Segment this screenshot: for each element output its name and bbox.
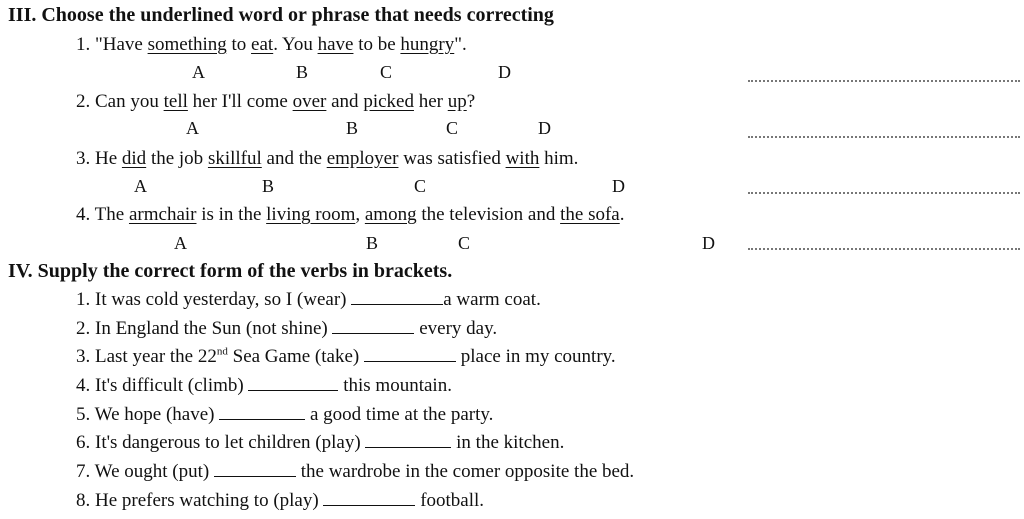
letter-b: B	[346, 118, 359, 138]
question-number: 2.	[76, 91, 91, 112]
continuation-text: a good time at the party.	[309, 404, 494, 425]
letter-d: D	[538, 118, 551, 138]
option-b: skillful	[207, 148, 262, 169]
option-c: employer	[326, 148, 399, 169]
answer-blank[interactable]	[214, 461, 296, 477]
answer-blank[interactable]	[364, 346, 456, 362]
option-b: eat	[251, 34, 274, 55]
text: to	[226, 34, 252, 55]
letter-c: C	[458, 233, 471, 253]
continuation-text: a warm coat.	[443, 289, 541, 310]
option-a: something	[147, 34, 227, 55]
text: the job	[146, 148, 208, 169]
exercise-4	[76, 375, 452, 397]
letter-d: D	[498, 62, 511, 82]
exercise-2	[76, 318, 497, 340]
answer-blank[interactable]	[332, 318, 414, 334]
text: He	[95, 148, 122, 169]
prompt-text: Sea Game (take)	[227, 346, 360, 367]
option-a: tell	[163, 91, 188, 112]
option-b: over	[292, 91, 327, 112]
answer-line[interactable]	[748, 136, 1020, 138]
continuation-text: the wardrobe in the comer opposite the bed.	[300, 461, 635, 482]
letter-b: B	[262, 176, 275, 196]
text: ?	[466, 91, 476, 112]
text: "Have	[95, 34, 148, 55]
section-iv-heading: IV. Supply the correct form of the verbs in brackets.	[8, 260, 453, 282]
answer-line[interactable]	[748, 80, 1020, 82]
text: her I'll come	[187, 91, 293, 112]
item-number: 6.	[76, 432, 91, 453]
letter-b: B	[296, 62, 309, 82]
question-number: 1.	[76, 34, 91, 55]
question-3	[76, 148, 578, 170]
text: ".	[454, 34, 467, 55]
question-2	[76, 91, 475, 113]
option-d: with	[505, 148, 540, 169]
text: and the	[261, 148, 327, 169]
item-number: 4.	[76, 375, 91, 396]
letter-d: D	[612, 176, 625, 196]
exercise-3	[76, 346, 616, 368]
answer-blank[interactable]	[219, 404, 305, 420]
question-1	[76, 34, 467, 56]
exercise-8	[76, 490, 484, 512]
question-number: 4.	[76, 204, 91, 225]
letter-b: B	[366, 233, 379, 253]
question-4	[76, 204, 624, 226]
exercise-6	[76, 432, 564, 454]
answer-blank[interactable]	[248, 375, 338, 391]
item-number: 5.	[76, 404, 91, 425]
option-b: living room	[266, 204, 356, 225]
letter-c: C	[380, 62, 393, 82]
text: ,	[355, 204, 365, 225]
option-c: picked	[363, 91, 414, 112]
option-c: have	[317, 34, 354, 55]
answer-line[interactable]	[748, 192, 1020, 194]
text: him.	[539, 148, 579, 169]
continuation-text: every day.	[419, 318, 498, 339]
exercise-1	[76, 289, 541, 311]
item-number: 7.	[76, 461, 91, 482]
letter-c: C	[446, 118, 459, 138]
text: and	[326, 91, 364, 112]
letter-a: A	[192, 62, 205, 82]
continuation-text: this mountain.	[343, 375, 452, 396]
prompt-text: We ought (put)	[94, 461, 210, 482]
item-number: 1.	[76, 289, 91, 310]
exercise-5	[76, 404, 493, 426]
prompt-text: We hope (have)	[94, 404, 215, 425]
prompt-text: He prefers watching to (play)	[95, 490, 319, 511]
option-a: armchair	[128, 204, 197, 225]
item-number: 2.	[76, 318, 91, 339]
option-d: hungry	[400, 34, 455, 55]
text: her	[413, 91, 448, 112]
letter-a: A	[186, 118, 199, 138]
prompt-text: Last year the 22	[95, 346, 217, 367]
answer-blank[interactable]	[323, 490, 415, 506]
letter-d: D	[702, 233, 715, 253]
text: is in the	[196, 204, 267, 225]
text: to be	[353, 34, 401, 55]
prompt-text: It's difficult (climb)	[95, 375, 244, 396]
prompt-text: In England the Sun (not shine)	[95, 318, 328, 339]
item-number: 3.	[76, 346, 91, 367]
text: was satisfied	[398, 148, 506, 169]
answer-line[interactable]	[748, 248, 1020, 250]
text: The	[94, 204, 129, 225]
option-c: among	[364, 204, 417, 225]
letter-a: A	[134, 176, 147, 196]
text: .	[619, 204, 625, 225]
question-number: 3.	[76, 148, 91, 169]
option-a: did	[121, 148, 147, 169]
exercise-7	[76, 461, 634, 483]
text: the television and	[416, 204, 561, 225]
option-d: up	[447, 91, 467, 112]
ordinal-suffix: nd	[216, 345, 228, 358]
item-number: 8.	[76, 490, 91, 511]
letter-c: C	[414, 176, 427, 196]
continuation-text: place in my country.	[460, 346, 616, 367]
letter-a: A	[174, 233, 187, 253]
text: Can you	[95, 91, 164, 112]
answer-blank[interactable]	[365, 432, 451, 448]
prompt-text: It was cold yesterday, so I (wear)	[95, 289, 347, 310]
option-d: the sofa	[560, 204, 620, 225]
prompt-text: It's dangerous to let children (play)	[95, 432, 361, 453]
text: . You	[273, 34, 318, 55]
continuation-text: in the kitchen.	[456, 432, 565, 453]
continuation-text: football.	[420, 490, 485, 511]
section-iii-heading: III. Choose the underlined word or phrase that needs correcting	[8, 4, 554, 26]
answer-blank[interactable]	[351, 289, 443, 305]
